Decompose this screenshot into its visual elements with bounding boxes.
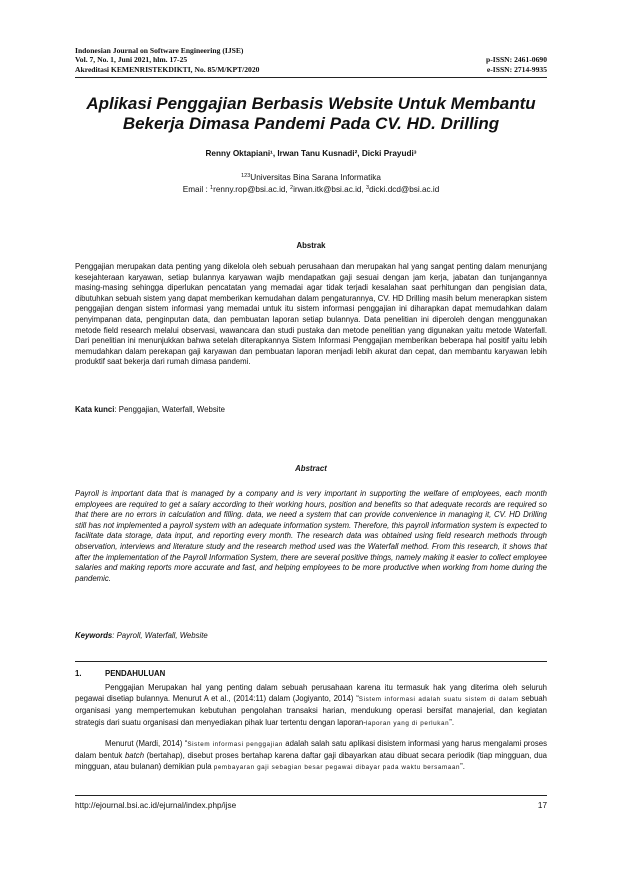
section-title: PENDAHULUAN (105, 669, 166, 678)
email-line (75, 183, 547, 195)
p2-quote-start: Sistem informasi penggajian (187, 741, 283, 748)
email-2[interactable]: irwan.itk@bsi.ac.id, (293, 185, 366, 194)
affiliation-block (75, 171, 547, 195)
email-1[interactable]: renny.rop@bsi.ac.id, (213, 185, 290, 194)
abstract-heading: Abstract (295, 464, 327, 473)
p2-quote-end: pembayaran gaji sebagian besar pegawai dibayar pada waktu bersamaan (213, 764, 461, 772)
p2-text-a: Menurut (Mardi, 2014) “ (105, 739, 188, 748)
p1-text-a: Penggajian Merupakan hal yang penting dalam sebuah perusahaan karena itu termasuk hak yang diterima oleh seluruh pegawai disetiap bulannya. Menurut A et al., (2014:11) dalam (Jogiyanto, 2014) “ (75, 683, 547, 704)
section-rule (75, 661, 547, 662)
abstrak-text: Penggajian merupakan data penting yang dikelola oleh sebuah perusahaan dan merupakan hal yang sangat penting dalam menunjang kesejahteraan karyawan, setiap bulannya karyawan wajib mendapatkan gaji sesuai dengan jam kerja, jabatan dan tunjangannya masing-masing sehingga diperlukan pencatatan yang memadai agar tidak terjadi kesalahan saat perhitungan dan pengisian data, dibutuhkan sebuah sistem yang dapat memberikan kemudahan dalam pengaturannya, CV. HD Drilling masih belum menerapkan sistem penggajian dengan sistem informasi yang memadai untuk itu sistem informasi penggajian ini diharapkan dapat memudahkan dalam penyimpanan data, penginputan data, dan pembuatan laporan setiap bulannya. Data penelitian ini diperoleh dengan menggunakan metode field research melalui observasi, wawancara dan studi pustaka dan metode penelitian yang digunakan yaitu metode Waterfall. Dari penelitian ini menunjukkan bahwa setelah diterapkannya Sistem Informasi Penggajian memberikan beberapa hal positif yaitu lebih memudahkan dalam perekapan gaji karyawan dan pembuatan laporan menjadi lebih akurat dan cepat, dan membantu karyawan lebih produktif saat bekerja dari rumah dimasa pandemi. (75, 262, 547, 367)
abstract-text: Payroll is important data that is managed by a company and is very important in supporting the welfare of employees, each month employees are required to get a salary according to their working hours, position and benefits so that adequate records are required so that there are no errors in calculation and filling. data, we need a system that can provide convenience in managing it, CV. HD Drilling still has not implemented a payroll system with an adequate information system. Therefore, this payroll information system is expected to facilitate data storage, data input, and reporting every month. The research data was obtained using field research methods through observation, interviews and literature study and the research method used was the Waterfall method. From this research, it shows that after the implementation of the Payroll Information System, there are several positive things, namely making it easier to collect employee salaries and making reports more accurate and fast, and helping employees to be more productive when working from home during the pandemic. (75, 489, 547, 583)
affiliation-sup: 123 (241, 173, 251, 179)
section-number: 1. (75, 669, 82, 678)
page-footer (75, 801, 547, 810)
kata-kunci-values: : Penggajian, Waterfall, Website (114, 405, 225, 414)
email-sup-2: 2 (290, 185, 294, 191)
kata-kunci-label: Kata kunci (75, 405, 115, 414)
abstrak-heading: Abstrak (296, 241, 326, 250)
page-number: 17 (537, 801, 547, 810)
journal-header (75, 46, 547, 74)
journal-volume: Vol. 7, No. 1, Juni 2021, hlm. 17-25 (75, 55, 188, 65)
email-prefix: Email : (182, 185, 211, 194)
keywords-label: Keywords (75, 631, 113, 640)
p1-text-c: ”. (449, 717, 454, 727)
article-title: Aplikasi Penggajian Berbasis Website Untuk Membantu Bekerja Dimasa Pandemi Pada CV. HD. Drilling (86, 94, 536, 133)
p1-quote-end: laporan yang di perlukan (365, 719, 450, 727)
e-issn: e-ISSN: 2714-9935 (486, 64, 547, 74)
p2-text-d: ”. (460, 762, 465, 772)
p2-text-b: adalah salah satu aplikasi disistem informasi yang harus mengalami proses dalam bentuk (75, 739, 547, 761)
kata-kunci (75, 405, 547, 414)
journal-name: Indonesian Journal on Software Engineering (IJSE) (75, 46, 244, 55)
p-issn: p-ISSN: 2461-0690 (486, 55, 547, 65)
journal-accreditation: Akreditasi KEMENRISTEKDIKTI, No. 85/M/KPT/2020 (75, 64, 260, 74)
footer-rule (75, 795, 547, 796)
section-heading (75, 669, 165, 678)
affiliation: Universitas Bina Sarana Informatika (250, 173, 381, 182)
intro-paragraph-1 (75, 682, 547, 729)
keywords-values: : Payroll, Waterfall, Website (112, 631, 208, 640)
header-rule (75, 77, 547, 78)
p1-quote-start: Sistem informasi adalah suatu sistem di dalam (358, 696, 519, 704)
keywords (75, 631, 547, 640)
p1-text-b: sebuah organisasi yang mempertemukan kebutuhan pengolahan transaksi harian, mendukung operasi bersifat manajerial, dan kegiatan strategis dari suatu organisasi dan menyediakan pihak luar tertentu dengan laporan- (75, 694, 547, 727)
p2-batch: batch (124, 751, 145, 761)
intro-paragraph-2 (75, 738, 547, 774)
email-sup-1: 1 (210, 185, 214, 191)
footer-url[interactable]: http://ejournal.bsi.ac.id/ejurnal/index.php/ijse (75, 801, 237, 810)
email-3[interactable]: dicki.dcd@bsi.ac.id (369, 185, 440, 194)
email-sup-3: 3 (366, 185, 370, 191)
article-authors: Renny Oktapiani¹, Irwan Tanu Kusnadi², Dicki Prayudi³ (205, 149, 417, 158)
p2-text-c: (bertahap), disebut proses bertahap karena daftar gaji dibayarkan atau dibuat secara periodik (tiap mingguan, dua mingguan, atau bulanan) demikian pula (75, 751, 547, 772)
